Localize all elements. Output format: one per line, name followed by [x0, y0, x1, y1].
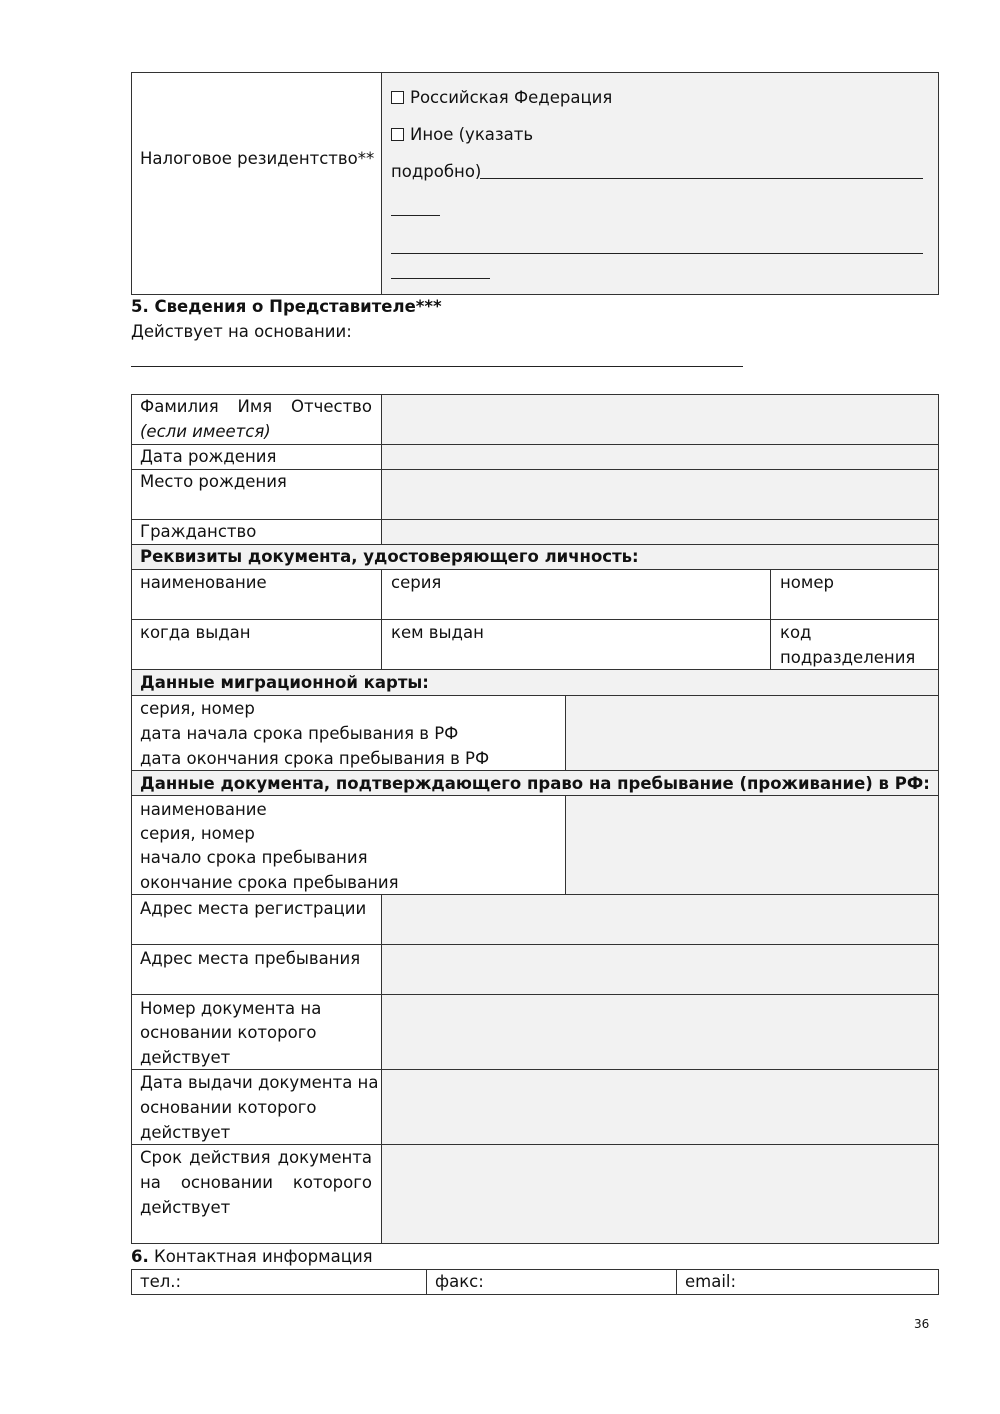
migration-line-2: дата начала срока пребывания в РФ — [140, 724, 459, 743]
birth-place-value-cell[interactable] — [381, 469, 939, 520]
option-russian-federation[interactable] — [391, 85, 612, 110]
basis-doc-number-line-2: основании которого — [140, 1023, 317, 1042]
fio-label: Фамилия Имя Отчество — [140, 397, 372, 416]
stay-doc-heading: Данные документа, подтверждающего право на пребывание (проживание) в РФ: — [140, 774, 930, 793]
stay-doc-line-1: наименование — [140, 800, 267, 819]
option-other[interactable] — [391, 122, 533, 147]
fio-value-cell[interactable] — [381, 394, 939, 445]
migration-line-1: серия, номер — [140, 699, 255, 718]
basis-doc-validity-line-3: действует — [140, 1198, 231, 1217]
stay-doc-value-cell[interactable] — [565, 795, 939, 895]
id-number-label: номер — [780, 573, 834, 592]
page-number: 36 — [914, 1317, 930, 1331]
stay-address-value-cell[interactable] — [381, 944, 939, 995]
option-rf-label: Российская Федерация — [410, 88, 613, 107]
phone-label: тел.: — [140, 1272, 182, 1291]
basis-doc-number-value-cell[interactable] — [381, 994, 939, 1070]
id-name-label: наименование — [140, 573, 267, 592]
other-detail-line-1[interactable] — [480, 178, 923, 179]
birth-place-label: Место рождения — [140, 472, 287, 491]
other-detail-line-3[interactable] — [391, 253, 923, 254]
migration-line-3: дата окончания срока пребывания в РФ — [140, 749, 490, 768]
basis-doc-validity-line-2: на основании которого — [140, 1173, 372, 1192]
section-6-heading — [131, 1244, 373, 1269]
citizenship-label: Гражданство — [140, 522, 257, 541]
basis-doc-number-line-3: действует — [140, 1048, 231, 1067]
id-by-whom-label: кем выдан — [391, 623, 484, 642]
basis-label: Действует на основании: — [131, 322, 352, 341]
basis-doc-date-line-2: основании которого — [140, 1098, 317, 1117]
basis-doc-validity-value-cell[interactable] — [381, 1144, 939, 1244]
reg-address-value-cell[interactable] — [381, 894, 939, 945]
other-detail-line-4[interactable] — [391, 278, 490, 279]
migration-heading: Данные миграционной карты: — [140, 673, 429, 692]
stay-address-label: Адрес места пребывания — [140, 949, 361, 968]
migration-value-cell[interactable] — [565, 695, 939, 771]
fax-label: факс: — [435, 1272, 484, 1291]
birth-date-value-cell[interactable] — [381, 444, 939, 470]
checkbox-rf[interactable] — [391, 91, 404, 104]
citizenship-value-cell[interactable] — [381, 519, 939, 545]
id-when-label: когда выдан — [140, 623, 251, 642]
other-detail-label: подробно) — [391, 162, 482, 181]
basis-doc-date-value-cell[interactable] — [381, 1069, 939, 1145]
section-6-title: Контактная информация — [154, 1247, 373, 1266]
section-5-heading: 5. Сведения о Представителе*** — [131, 297, 442, 316]
stay-doc-line-3: начало срока пребывания — [140, 848, 368, 867]
basis-doc-date-line-1: Дата выдачи документа на — [140, 1073, 379, 1092]
basis-doc-number-line-1: Номер документа на — [140, 999, 322, 1018]
stay-doc-line-4: окончание срока пребывания — [140, 873, 399, 892]
email-label: email: — [685, 1272, 737, 1291]
id-doc-heading: Реквизиты документа, удостоверяющего личность: — [140, 547, 639, 566]
section-6-number: 6. — [131, 1247, 149, 1266]
id-code-label-1: код — [780, 623, 812, 642]
fio-note: (если имеется) — [140, 422, 271, 441]
stay-doc-line-2: серия, номер — [140, 824, 255, 843]
basis-doc-validity-line-1: Срок действия документа — [140, 1148, 372, 1167]
birth-date-label: Дата рождения — [140, 447, 277, 466]
other-detail-line-2[interactable] — [391, 215, 440, 216]
basis-input-line[interactable] — [131, 366, 743, 367]
basis-doc-date-line-3: действует — [140, 1123, 231, 1142]
reg-address-label: Адрес места регистрации — [140, 899, 367, 918]
option-other-label: Иное (указать — [410, 125, 534, 144]
id-code-label-2: подразделения — [780, 648, 916, 667]
id-series-label: серия — [391, 573, 442, 592]
checkbox-other[interactable] — [391, 128, 404, 141]
tax-residency-label: Налоговое резидентство** — [140, 149, 375, 168]
